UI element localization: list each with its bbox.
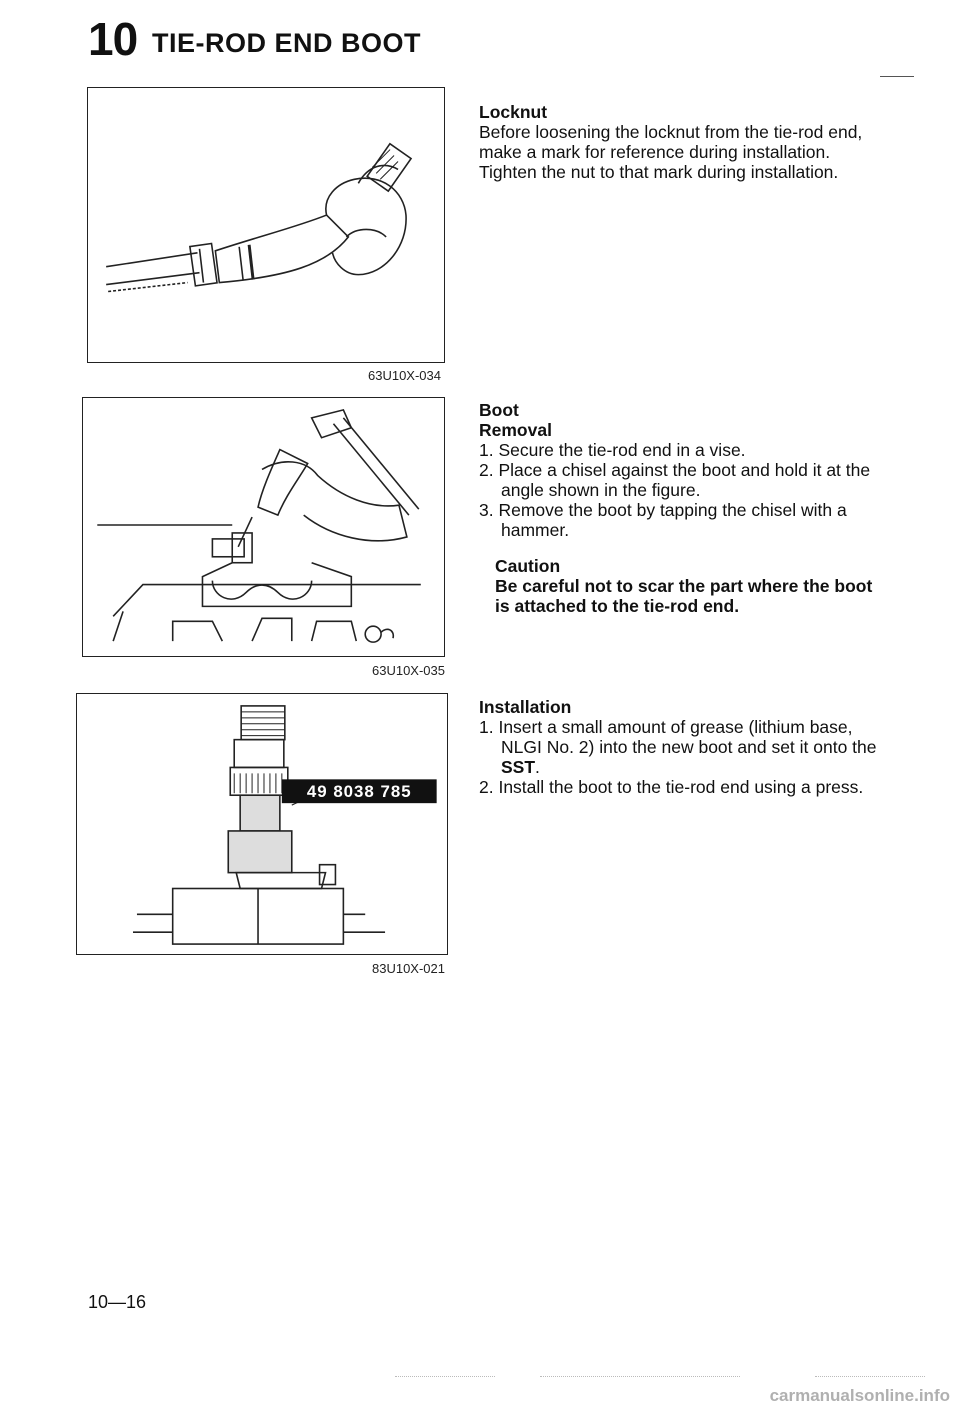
header-rule	[880, 76, 914, 77]
caution-heading: Caution	[495, 556, 561, 576]
installation-heading: Installation	[479, 697, 572, 717]
installation-step-1-text: 1. Insert a small amount of grease (lithium base, NLGI No. 2) into the new boot and set it onto the	[479, 717, 877, 757]
boot-heading: Boot	[479, 400, 519, 420]
sst-tool-label: 49 8038 785	[306, 782, 412, 802]
removal-step-1: 1. Secure the tie-rod end in a vise.	[479, 440, 746, 460]
installation-step-1	[479, 717, 889, 777]
figure-code-1: 63U10X-034	[368, 368, 441, 383]
removal-step-3: 3. Remove the boot by tapping the chisel with a hammer.	[479, 500, 847, 540]
figure-tie-rod-locknut	[87, 87, 445, 363]
installation-section	[479, 697, 889, 797]
footer-dots-left	[395, 1376, 495, 1378]
figure-code-2: 63U10X-035	[372, 663, 445, 678]
boot-removal-section	[479, 400, 889, 616]
footer-dots-right	[815, 1376, 925, 1378]
footer-brand: carmanualsonline.info	[769, 1386, 950, 1405]
figure-boot-installation	[76, 693, 448, 955]
locknut-text: Before loosening the locknut from the tie-rod end, make a mark for reference during installation. Tighten the nut to that mark during installation.	[479, 122, 863, 182]
locknut-section	[479, 102, 889, 182]
page-number: 10—16	[88, 1292, 147, 1312]
boot-removal-illustration	[83, 398, 444, 656]
boot-installation-illustration	[77, 694, 447, 954]
caution-text: Be careful not to scar the part where the boot is attached to the tie-rod end.	[495, 576, 873, 616]
locknut-heading: Locknut	[479, 102, 548, 122]
chapter-number: 10	[88, 13, 138, 65]
sst-label: SST	[501, 757, 536, 777]
figure-boot-removal	[82, 397, 445, 657]
removal-step-2: 2. Place a chisel against the boot and hold it at the angle shown in the figure.	[479, 460, 871, 500]
installation-step-1-end: .	[535, 757, 540, 777]
installation-step-2: 2. Install the boot to the tie-rod end using a press.	[479, 777, 864, 797]
tie-rod-locknut-illustration	[88, 88, 444, 362]
figure-code-3: 83U10X-021	[372, 961, 445, 976]
footer-dots-middle	[540, 1376, 740, 1378]
chapter-title: TIE-ROD END BOOT	[152, 28, 421, 58]
removal-subheading: Removal	[479, 420, 552, 440]
